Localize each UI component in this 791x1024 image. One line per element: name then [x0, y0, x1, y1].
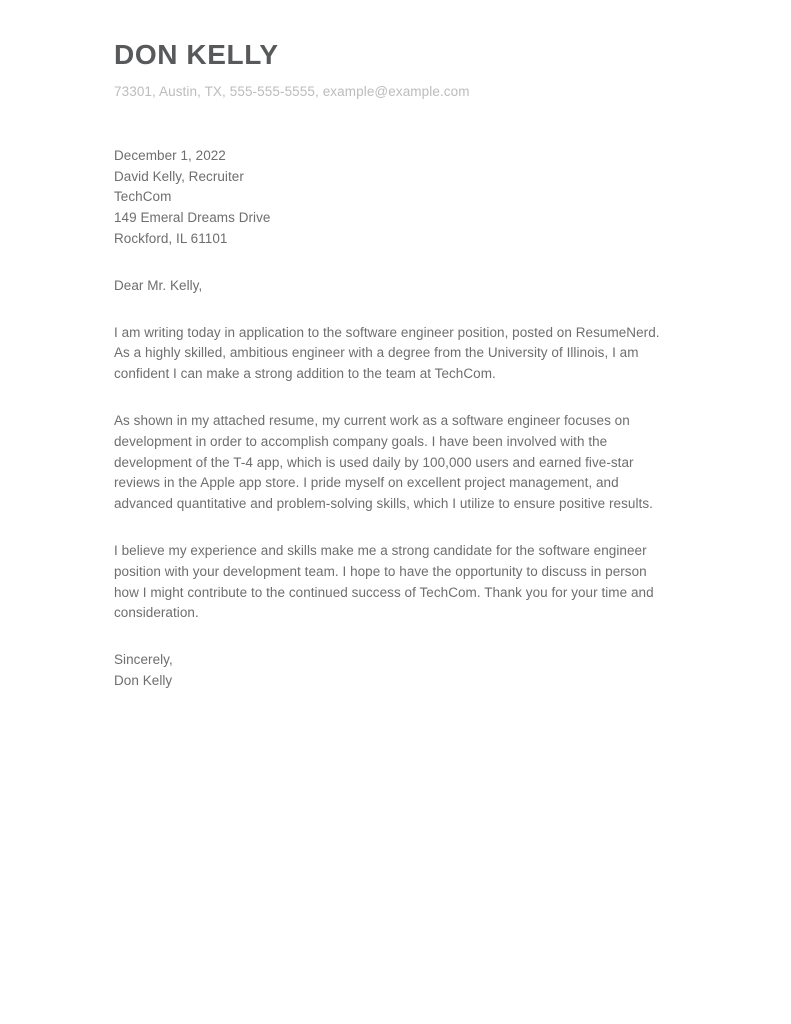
letter-date: December 1, 2022	[114, 147, 226, 163]
letterhead	[114, 38, 672, 102]
recipient-company: TechCom	[114, 189, 172, 205]
letter-paragraph: I believe my experience and skills make me a strong candidate for the software engineer position with your development team. I hope to have the opportunity to discuss in person how I might contribute to the continued success of TechCom. Thank you for your time and consideration.	[114, 543, 654, 621]
recipient-name-title: David Kelly, Recruiter	[114, 168, 244, 184]
salutation: Dear Mr. Kelly,	[114, 277, 203, 293]
letter-paragraph: I am writing today in application to the software engineer position, posted on ResumeNerd. As a highly skilled, ambitious engineer with a degree from the University of Illinois, I am confident I can make a strong addition to the team at TechCom.	[114, 324, 660, 382]
letter-content	[114, 38, 672, 692]
recipient-street: 149 Emeral Dreams Drive	[114, 210, 271, 226]
applicant-name: DON KELLY	[114, 39, 279, 70]
recipient-city-state-zip: Rockford, IL 61101	[114, 231, 228, 247]
recipient-block	[114, 146, 672, 250]
letter-paragraph: As shown in my attached resume, my current work as a software engineer focuses on development in order to accomplish company goals. I have been involved with the development of the T-4 app, which is used daily by 100,000 users and earned five-star reviews in the Apple app store. I pride myself on excellent project management, and advanced quantitative and problem-solving skills, which I utilize to ensure positive results.	[114, 413, 653, 512]
closing-block	[114, 650, 672, 692]
applicant-contact-line: 73301, Austin, TX, 555-555-5555, example@example.com	[114, 83, 470, 99]
valediction: Sincerely,	[114, 652, 173, 668]
signature-name: Don Kelly	[114, 672, 173, 688]
